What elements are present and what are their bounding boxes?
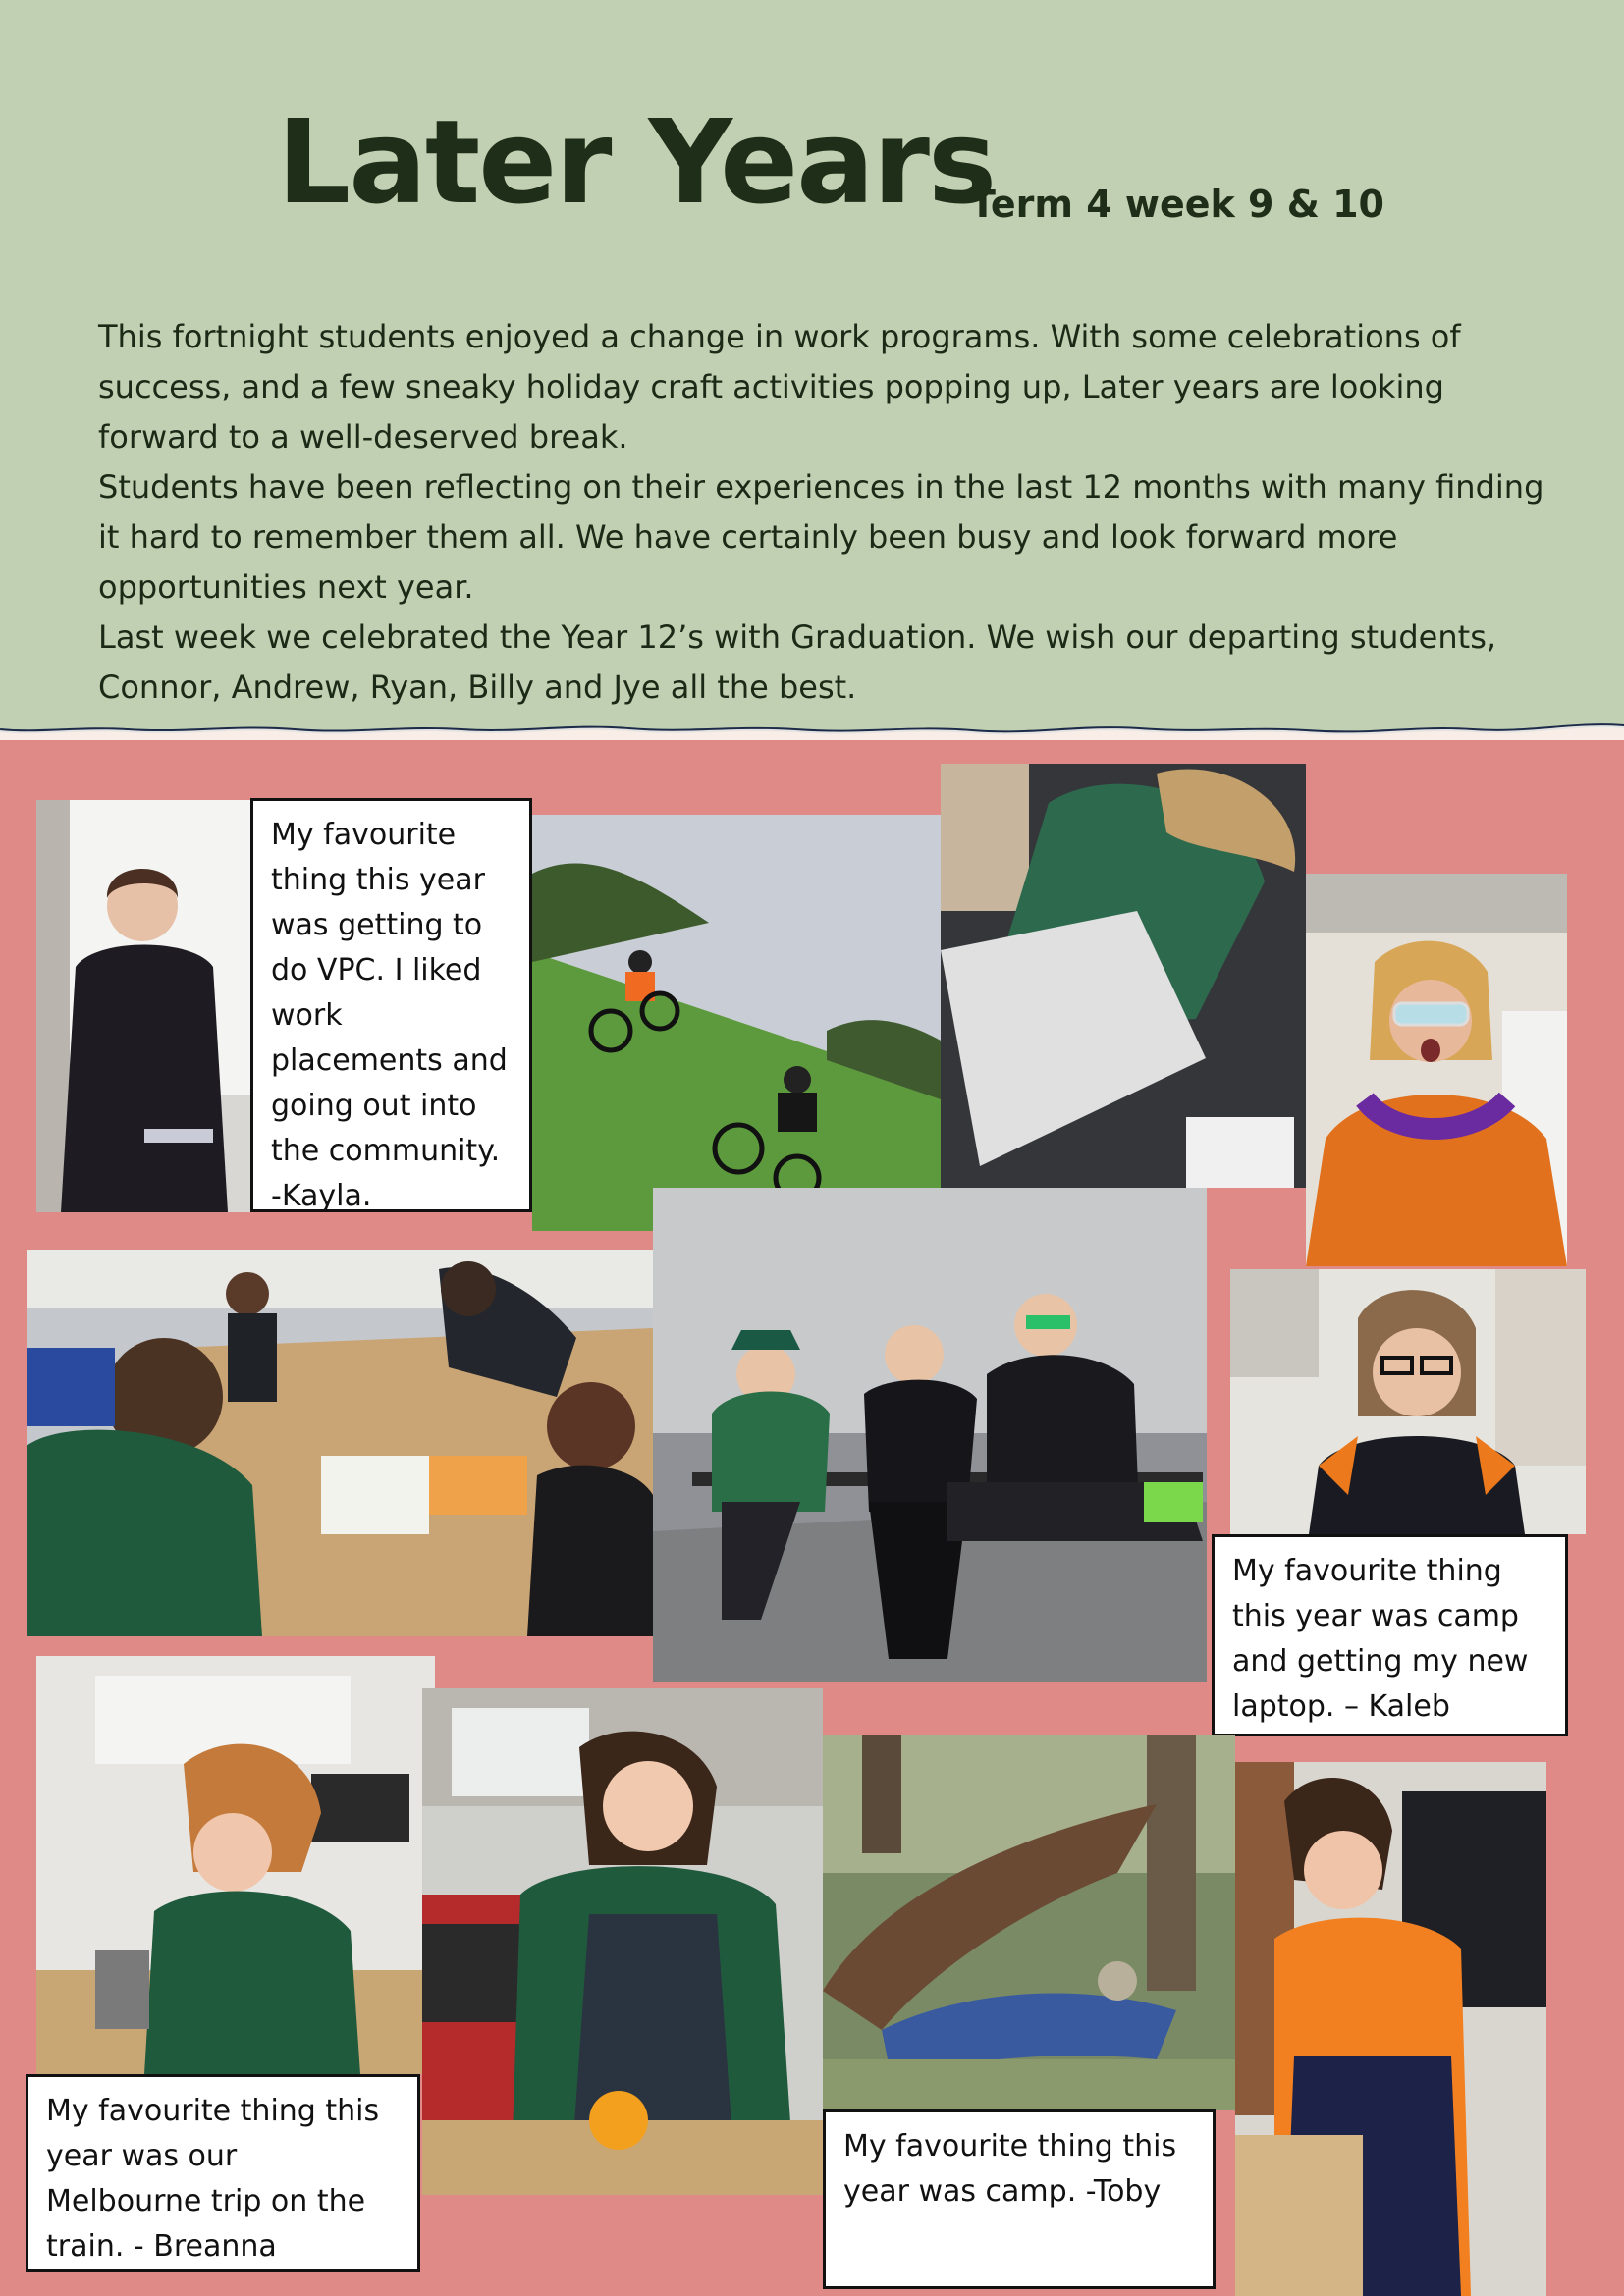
photo-students-bench [653, 1188, 1207, 1682]
caption-breanna: My favourite thing this year was our Melbourne trip on the train. - Breanna [26, 2074, 420, 2272]
caption-kayla: My favourite thing this year was getting to do VPC. I liked work placements and going out into the community. -Kayla. [250, 798, 532, 1212]
photo-classroom-activity [27, 1250, 653, 1636]
photo-student-glasses [1230, 1269, 1586, 1534]
page-title: Later Years [277, 94, 996, 230]
intro-text [98, 312, 1551, 713]
photo-student-grating [36, 1656, 435, 2074]
photo-student-crafting [941, 764, 1306, 1188]
caption-kaleb: My favourite thing this year was camp and getting my new laptop. – Kaleb [1212, 1534, 1568, 1736]
intro-paragraph: Last week we celebrated the Year 12’s with Graduation. We wish our departing students, Connor, Andrew, Ryan, Billy and Jye all the best. [98, 618, 1497, 706]
photo-bike-riding [532, 815, 941, 1231]
photo-student-woodwork [1235, 1762, 1546, 2296]
photo-camp-outdoors [823, 1735, 1235, 2110]
torn-paper-edge [0, 713, 1624, 752]
photo-student-sunglasses [1306, 874, 1567, 1266]
photo-student-cooking [422, 1688, 823, 2195]
intro-paragraph: This fortnight students enjoyed a change in work programs. With some celebrations of success, and a few sneaky holiday craft activities popping up, Later years are looking forward to a well-deserved break. [98, 318, 1461, 455]
photo-student-whiteboard [36, 800, 250, 1212]
caption-toby: My favourite thing this year was camp. -Toby [823, 2109, 1216, 2289]
page-subtitle: Term 4 week 9 & 10 [970, 183, 1384, 226]
intro-paragraph: Students have been reflecting on their experiences in the last 12 months with many finding it hard to remember them all. We have certainly been busy and look forward more opportunities next year. [98, 468, 1544, 606]
